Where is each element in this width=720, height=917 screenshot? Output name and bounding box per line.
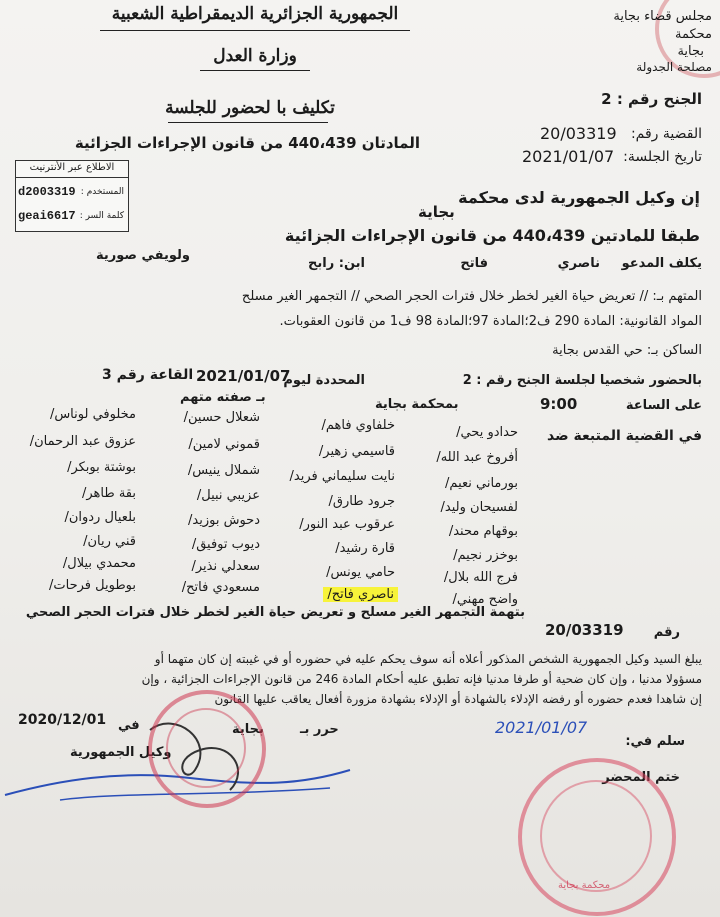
defendant-name: فرج الله بلال/	[443, 570, 518, 585]
time-label: على الساعة	[625, 398, 702, 413]
court-city: بجاية	[677, 44, 704, 59]
defendant-name: حامي يونس/	[326, 565, 395, 580]
articles-reference: المادتان 440،439 من قانون الإجراءات الجزائية	[74, 134, 420, 152]
case-against-label: في القضية المتبعة ضد	[547, 428, 702, 444]
defendant-name: بوشتة بوبكر/	[67, 460, 136, 475]
session-time: 9:00	[540, 395, 578, 413]
attend-line: بالحضور شخصيا لجلسة الجنح رقم : 2	[462, 373, 702, 388]
defendant-name: ديوب توفيق/	[191, 537, 260, 552]
prosecutor-line: إن وكيل الجمهورية لدى محكمة	[458, 188, 700, 207]
title-underline	[168, 122, 328, 123]
defendant-name: قاسيمي زهير/	[318, 444, 395, 459]
notice-line-3: إن شاهدا فعدم حضوره أو رفضه الإدلاء بالشهادة أو الإدلاء بشهادة مزورة أفعال يعاقب عليها القانون	[214, 692, 702, 706]
defendant-name: لفسيحان وليد/	[440, 500, 518, 515]
capacity-line: بـ صفته متهم	[180, 390, 266, 405]
internet-box-title: الاطلاع عبر الأنترنيت	[29, 162, 115, 173]
password-code: geai6617	[18, 209, 76, 223]
defendant-name: مسعودي فاتح/	[181, 580, 260, 595]
user-label: المستخدم :	[80, 187, 124, 197]
notice-line-1: يبلغ السيد وكيل الجمهورية الشخص المذكور أعلاه أنه سوف يحكم عليه في حضوره أو في غيبته إن كان متهما أو	[154, 652, 702, 666]
defendant-name: عرقوب عبد النور/	[299, 517, 395, 532]
prosecutor-city: بجاية	[418, 203, 455, 221]
defendant-name: بوقهام محند/	[448, 524, 518, 539]
court-stamp-text: محكمة بجاية	[558, 880, 611, 891]
summon-label: يكلف المدعو	[621, 256, 702, 271]
case-number: 20/03319	[540, 124, 617, 143]
case-number-label: القضية رقم:	[630, 126, 702, 142]
prosecutor-signature-label: وكيل الجمهورية	[70, 745, 172, 760]
accused-line: المتهم بـ: // تعريض حياة الغير لخطر خلال فترات الحجر الصحي // التجمهر الغير مسلح	[241, 289, 702, 304]
bailiff-seal-label: ختم المحضر	[602, 770, 680, 785]
prosecutor-stamp	[148, 690, 266, 808]
delivered-date: 2021/01/07	[495, 718, 588, 737]
defendant-name: مخلوفي لوناس/	[49, 407, 136, 422]
defendant-name: عزوق عبد الرحمان/	[29, 434, 136, 449]
scheduled-date: 2021/01/07	[196, 367, 291, 385]
court-stamp	[518, 758, 676, 916]
defendant-name: شملال ينيس/	[187, 463, 260, 478]
defendant-name: بقة طاهر/	[81, 486, 136, 501]
defendant-name: محمدي بيلال/	[62, 556, 136, 571]
ministry-heading: وزارة العدل	[213, 46, 297, 66]
written-at-label: حرر بـ	[300, 722, 339, 737]
section-number: الجنح رقم : 2	[601, 90, 702, 108]
defendant-name: بوطويل فرحات/	[49, 578, 136, 593]
republic-heading: الجمهورية الجزائرية الديمقراطية الشعبية	[111, 4, 399, 24]
notice-line-2: مسؤولا مدنيا ، وإن كان ضحية أو طرفا مدنيا فإنه تطبق عليه أحكام المادة 246 من قانون الإجراءات الجزائية ، وإن	[141, 672, 702, 686]
session-date-label: تاريخ الجلسة:	[623, 149, 702, 165]
written-at-city: بجاية	[232, 722, 264, 737]
hall-number: القاعة رقم 3	[102, 367, 194, 383]
council-name: مجلس قضاء بجاية	[613, 9, 712, 24]
defendant-name: قارة رشيد/	[335, 541, 395, 556]
scheduling-service: مصلحة الجدولة	[636, 60, 712, 74]
written-date: 2020/12/01	[18, 712, 107, 728]
charge-text: بتهمة التجمهر الغير مسلح و تعريض حياة الغير لخطر خلال فترات الحجر الصحي	[25, 605, 525, 620]
defendant-name: أفروخ عبد الله/	[436, 450, 518, 465]
ministry-underline	[200, 70, 310, 71]
defendant-name: واضح مهني/	[452, 592, 518, 607]
per-articles-line: طبقا للمادتين 440،439 من قانون الإجراءات الجزائية	[284, 226, 700, 245]
defendant-name: بوخزر نجيم/	[453, 548, 518, 563]
document-title: تكليف با لحضور للجلسة	[165, 98, 335, 118]
defendant-name: بورماني نعيم/	[445, 476, 518, 491]
scheduled-label: المحددة ليوم	[283, 373, 365, 388]
defendant-name: جرود طارق/	[328, 494, 395, 509]
session-date: 2021/01/07	[522, 147, 615, 166]
charge-number-label: رقم	[653, 625, 680, 640]
defendant-first-name: فاتح	[460, 256, 488, 271]
user-code: d2003319	[18, 185, 76, 199]
internet-access-box	[15, 160, 129, 232]
defendant-name: قني ريان/	[83, 534, 136, 549]
defendant-last-name: ناصري	[557, 256, 600, 271]
residence-line: الساكن بـ: حي القدس بجاية	[552, 343, 702, 358]
defendant-name: سعدلي نذير/	[191, 559, 260, 574]
highlighted-defendant-name: ناصري فاتح/	[323, 587, 398, 602]
legal-articles-line: المواد القانونية: المادة 290 ف2؛المادة 97؛المادة 98 ف1 من قانون العقوبات.	[279, 314, 702, 329]
charge-number: 20/03319	[545, 621, 624, 639]
header-underline	[100, 30, 410, 31]
defendant-name: بلعيال ردوان/	[64, 510, 136, 525]
defendant-name: عزيبي نبيل/	[196, 488, 260, 503]
defendant-name: خلفاوي فاهم/	[321, 418, 395, 433]
delivered-on-label: سلم في:	[625, 734, 685, 749]
on-label: في	[118, 718, 140, 733]
password-label: كلمة السر :	[79, 211, 124, 221]
court-location: بمحكمة بجاية	[375, 397, 459, 412]
father-name: ابن: رابح	[308, 256, 365, 271]
mother-name: ولويفي صورية	[96, 248, 190, 263]
defendant-name: نايت سليماني فريد/	[289, 469, 395, 484]
defendant-name: قموني لامين/	[188, 437, 260, 452]
court-label: محكمة	[674, 27, 712, 42]
defendant-name: دحوش بوزيد/	[188, 513, 260, 528]
defendant-name: حدادو يحي/	[456, 425, 518, 440]
defendant-name: شعلال حسين/	[183, 410, 260, 425]
